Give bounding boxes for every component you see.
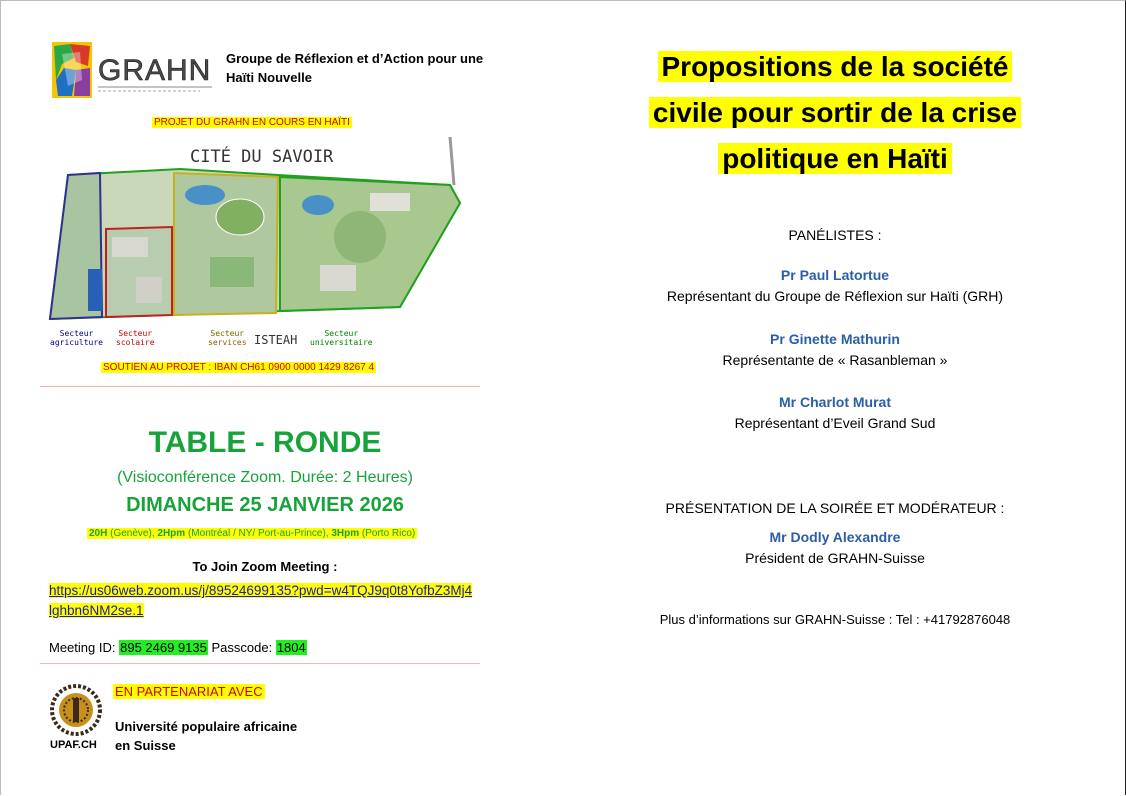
event-date: DIMANCHE 25 JANVIER 2026 [126,494,404,516]
zoom-join-label: To Join Zoom Meeting : [192,559,338,574]
cite-du-savoir-map [40,137,472,357]
event-title: TABLE - RONDE [148,426,382,459]
map-sector-services: Secteur services [208,329,247,347]
separator-line [40,386,480,387]
main-heading: Propositions de la société civile pour sortir de la crise politique en Haïti [620,44,1050,182]
moderator-name: Mr Dodly Alexandre [769,529,901,545]
map-sector-scolaire: Secteur scolaire [116,329,155,347]
moderator-role: Président de GRAHN-Suisse [745,550,925,566]
partner-label: EN PARTENARIAT AVEC [115,684,263,699]
org-name-line1: Groupe de Réflexion et d’Action pour une [226,51,484,66]
map-title: CITÉ DU SAVOIR [190,147,334,167]
support-iban: SOUTIEN AU PROJET : IBAN CH61 0900 0000 1429 8267 4 [103,362,375,373]
event-times: 20H (Genève), 2Hpm (Montréal / NY/ Port-au-Prince), 3Hpm (Porto Rico) [89,528,416,539]
project-label: PROJET DU GRAHN EN COURS EN HAÏTI [154,117,350,128]
panelist-2-name: Pr Ginette Mathurin [770,331,900,347]
map-sector-agriculture: Secteur agriculture [50,329,103,347]
meeting-info: Meeting ID: 895 2469 9135 Passcode: 1804 [49,640,306,655]
panelist-1-role: Représentant du Groupe de Réflexion sur Haïti (GRH) [666,288,1004,304]
panelist-3-role: Représentant d’Eveil Grand Sud [734,415,936,431]
upaf-logo [48,684,104,754]
separator-line [40,663,480,664]
panelist-3-name: Mr Charlot Murat [779,394,891,410]
map-sector-universitaire: Secteur universitaire [310,329,373,347]
zoom-meeting-link[interactable]: https://us06web.zoom.us/j/89524699135?pwd=w4TQJ9q0t8YofbZ3Mj4 lghbn6NM2se.1 [49,583,473,618]
panelists-label: PANÉLISTES : [788,227,882,243]
info-contact: Plus d’informations sur GRAHN-Suisse : Tel : +41792876048 [659,612,1011,627]
panelist-2-role: Représentante de « Rasanbleman » [722,352,948,368]
upaf-logo-text: UPAF.CH [50,739,97,751]
org-name [226,49,526,87]
grahn-logo-text: GRAHN [98,54,212,87]
grahn-logo [50,40,215,102]
event-subtitle: (Visioconférence Zoom. Durée: 2 Heures) [117,469,413,486]
meeting-id: 895 2469 9135 [120,640,207,655]
org-name-line2: Haïti Nouvelle [226,70,312,85]
partner-name: Université populaire africaine en Suisse [115,719,298,753]
map-isteah: ISTEAH [254,333,298,347]
moderator-label: PRÉSENTATION DE LA SOIRÉE ET MODÉRATEUR : [665,500,1005,516]
meeting-passcode: 1804 [276,640,306,655]
panelist-1-name: Pr Paul Latortue [780,267,890,283]
